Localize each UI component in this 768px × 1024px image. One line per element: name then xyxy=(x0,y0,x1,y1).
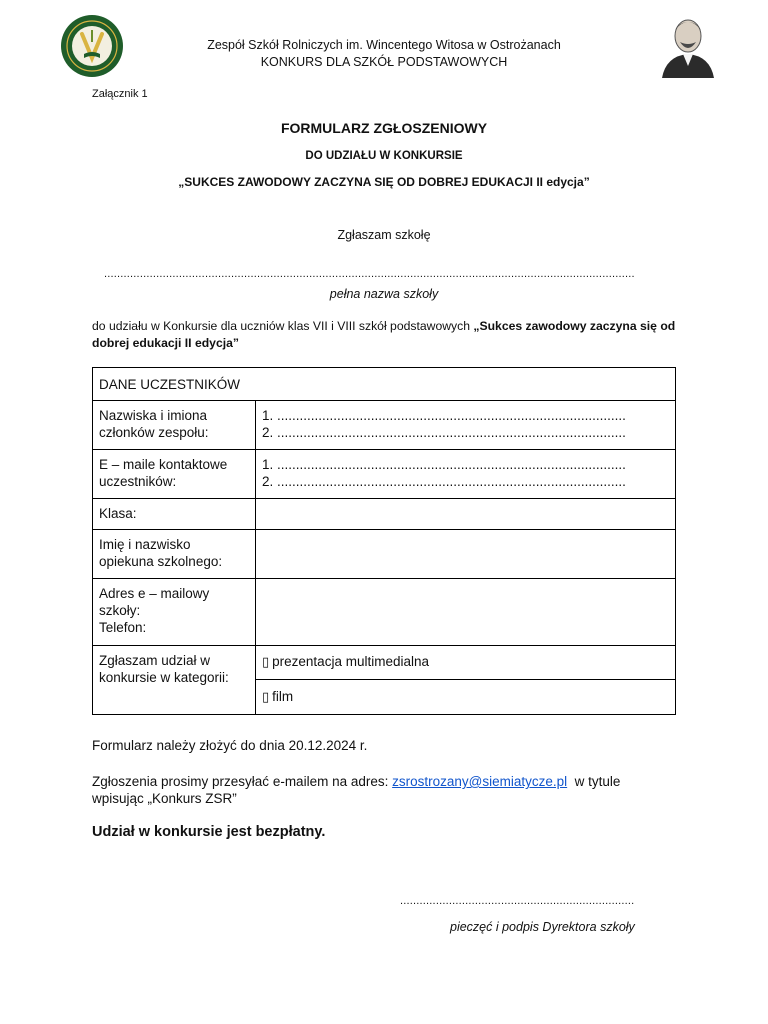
submission-text-after: w tytule wpisując „Konkurs ZSR” xyxy=(92,774,625,806)
table-row xyxy=(93,530,676,579)
class-label: Klasa: xyxy=(93,499,256,530)
participation-text: do udziału w Konkursie dla uczniów klas VII i VIII szkół podstawowych xyxy=(92,319,474,333)
option-label: film xyxy=(272,689,294,704)
deadline-text: Formularz należy złożyć do dnia 20.12.2024 r. xyxy=(92,738,368,753)
table-row xyxy=(93,450,676,499)
submission-text: Zgłoszenia prosimy przesyłać e-mailem na adres: xyxy=(92,774,393,789)
participants-table xyxy=(92,367,676,715)
team-members-label: Nazwiska i imiona członków zespołu: xyxy=(93,401,256,450)
contest-line: KONKURS DLA SZKÓŁ PODSTAWOWYCH xyxy=(260,55,508,69)
category-option-film[interactable] xyxy=(256,680,676,715)
form-title: FORMULARZ ZGŁOSZENIOWY xyxy=(280,120,488,136)
school-contact-label xyxy=(93,579,256,646)
email-line[interactable]: 1. ............................................................................................. xyxy=(262,457,626,472)
checkbox-icon[interactable]: ▯ xyxy=(262,655,270,670)
option-label: prezentacja multimedialna xyxy=(272,654,429,669)
team-members-field[interactable] xyxy=(256,401,676,450)
category-label: Zgłaszam udział w konkursie w kategorii: xyxy=(93,646,256,715)
free-participation-text: Udział w konkursie jest bezpłatny xyxy=(92,824,322,840)
table-header-row xyxy=(93,368,676,401)
school-email-label: Adres e – mailowy xyxy=(99,586,210,601)
school-label-cont: szkoły: xyxy=(99,603,141,618)
phone-label: Telefon: xyxy=(99,620,147,635)
table-row xyxy=(93,646,676,680)
team-member-line[interactable]: 2. ............................................................................................. xyxy=(262,425,626,440)
submission-paragraph xyxy=(92,773,672,807)
guardian-label: Imię i nazwisko opiekuna szkolnego: xyxy=(93,530,256,579)
school-name-line: Zespół Szkół Rolniczych im. Wincentego Witosa w Ostrożanach xyxy=(207,38,561,52)
guardian-field[interactable] xyxy=(256,530,676,579)
school-name-caption: pełna nazwa szkoły xyxy=(329,287,439,301)
school-contact-field[interactable] xyxy=(256,579,676,646)
table-header: DANE UCZESTNIKÓW xyxy=(93,368,676,401)
form-subtitle: DO UDZIAŁU W KONKURSIE xyxy=(305,150,463,162)
participation-contest-name: „Sukces zawodowy zaczyna się od dobrej edukacji II edycja” xyxy=(92,319,676,350)
table-row xyxy=(93,499,676,530)
checkbox-icon[interactable]: ▯ xyxy=(262,690,270,705)
participation-paragraph xyxy=(92,318,682,352)
class-field[interactable] xyxy=(256,499,676,530)
email-line[interactable]: 2. ............................................................................................. xyxy=(262,474,626,489)
patron-portrait xyxy=(656,10,720,78)
emails-field[interactable] xyxy=(256,450,676,499)
school-name-field[interactable]: ................................................................................................................................................................... xyxy=(104,268,635,280)
table-row xyxy=(93,401,676,450)
signature-caption: pieczęć i podpis Dyrektora szkoły xyxy=(450,920,635,934)
contest-name: „SUKCES ZAWODOWY ZACZYNA SIĘ OD DOBREJ EDUKACJI II edycja” xyxy=(178,175,590,189)
attachment-label: Załącznik 1 xyxy=(92,88,148,100)
free-participation-note: Udział w konkursie jest bezpłatny. xyxy=(92,824,326,840)
category-option-presentation[interactable] xyxy=(256,646,676,680)
team-member-line[interactable]: 1. ............................................................................................. xyxy=(262,408,626,423)
table-row xyxy=(93,579,676,646)
signature-field[interactable]: ........................................................................ xyxy=(400,895,635,907)
contact-email-link[interactable]: zsrostrozany@siemiatycze.pl xyxy=(392,774,568,789)
emails-label: E – maile kontaktowe uczestników: xyxy=(93,450,256,499)
intro-text: Zgłaszam szkołę xyxy=(337,228,431,242)
